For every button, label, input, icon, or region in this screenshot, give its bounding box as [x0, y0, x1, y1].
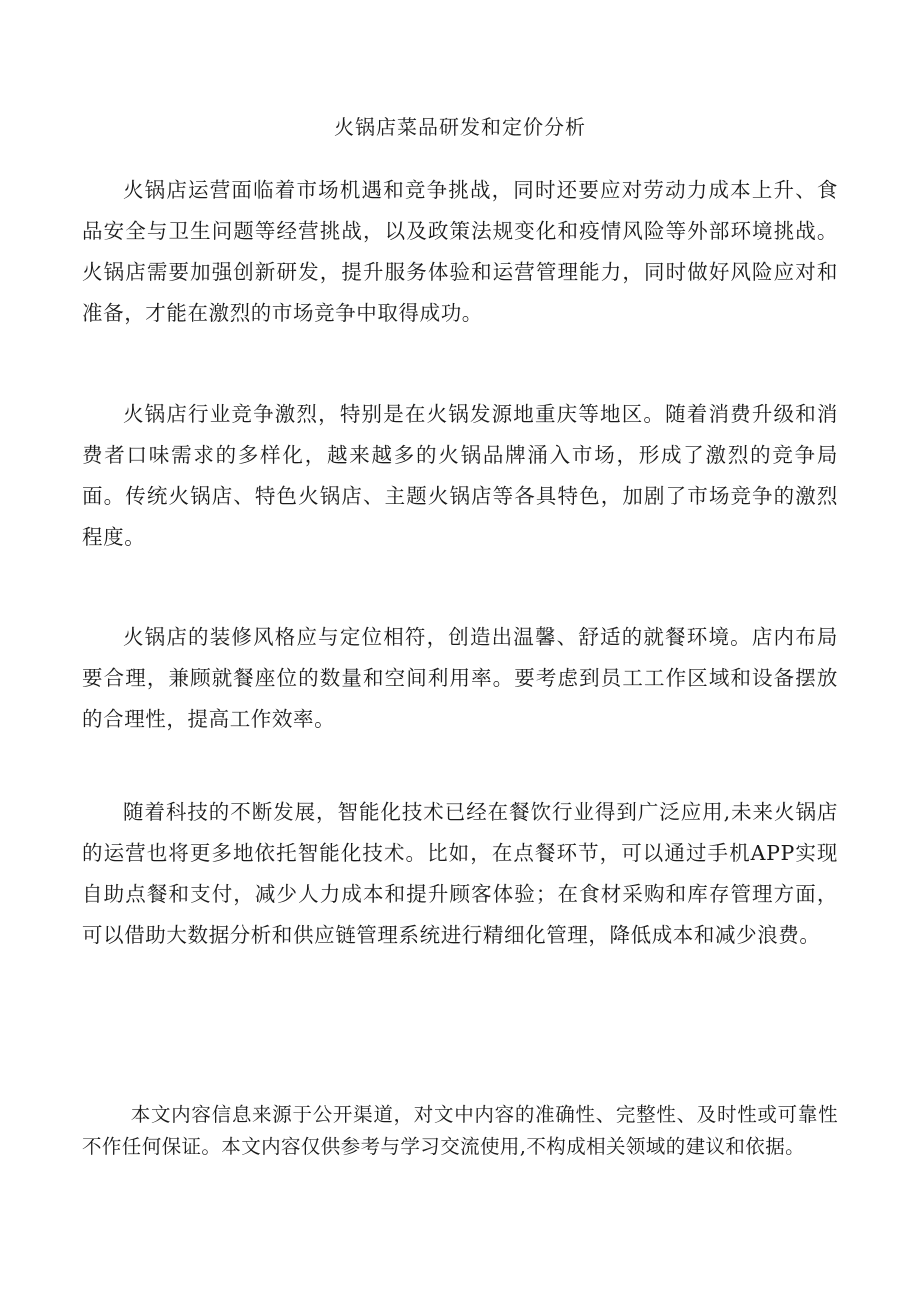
paragraph-smart-technology: 随着科技的不断发展，智能化技术已经在餐饮行业得到广泛应用,未来火锅店的运营也将更多地依托智能化技术。比如，在点餐环节，可以通过手机APP实现自助点餐和支付，减少人力成本和提升顾客体验；在食材采购和库存管理方面，可以借助大数据分析和供应链管理系统进行精细化管理，降低成本和减少浪费。 — [82, 800, 838, 947]
paragraph-market-challenges: 火锅店运营面临着市场机遇和竞争挑战，同时还要应对劳动力成本上升、食品安全与卫生问题等经营挑战，以及政策法规变化和疫情风险等外部环境挑战。火锅店需要加强创新研发，提升服务体验和运营管理能力，同时做好风险应对和准备，才能在激烈的市场竞争中取得成功。 — [82, 178, 838, 325]
document-title: 火锅店菜品研发和定价分析 — [334, 115, 586, 139]
disclaimer-text: 本文内容信息来源于公开渠道，对文中内容的准确性、完整性、及时性或可靠性不作任何保证。本文内容仅供参考与学习交流使用,不构成相关领域的建议和依据。 — [82, 1103, 838, 1158]
paragraph-industry-competition: 火锅店行业竞争激烈，特别是在火锅发源地重庆等地区。随着消费升级和消费者口味需求的多样化，越来越多的火锅品牌涌入市场，形成了激烈的竞争局面。传统火锅店、特色火锅店、主题火锅店等各具特色，加剧了市场竞争的激烈程度。 — [82, 402, 838, 549]
paragraph-decoration-layout: 火锅店的装修风格应与定位相符，创造出温馨、舒适的就餐环境。店内布局要合理，兼顾就餐座位的数量和空间利用率。要考虑到员工工作区域和设备摆放的合理性，提高工作效率。 — [82, 625, 838, 731]
